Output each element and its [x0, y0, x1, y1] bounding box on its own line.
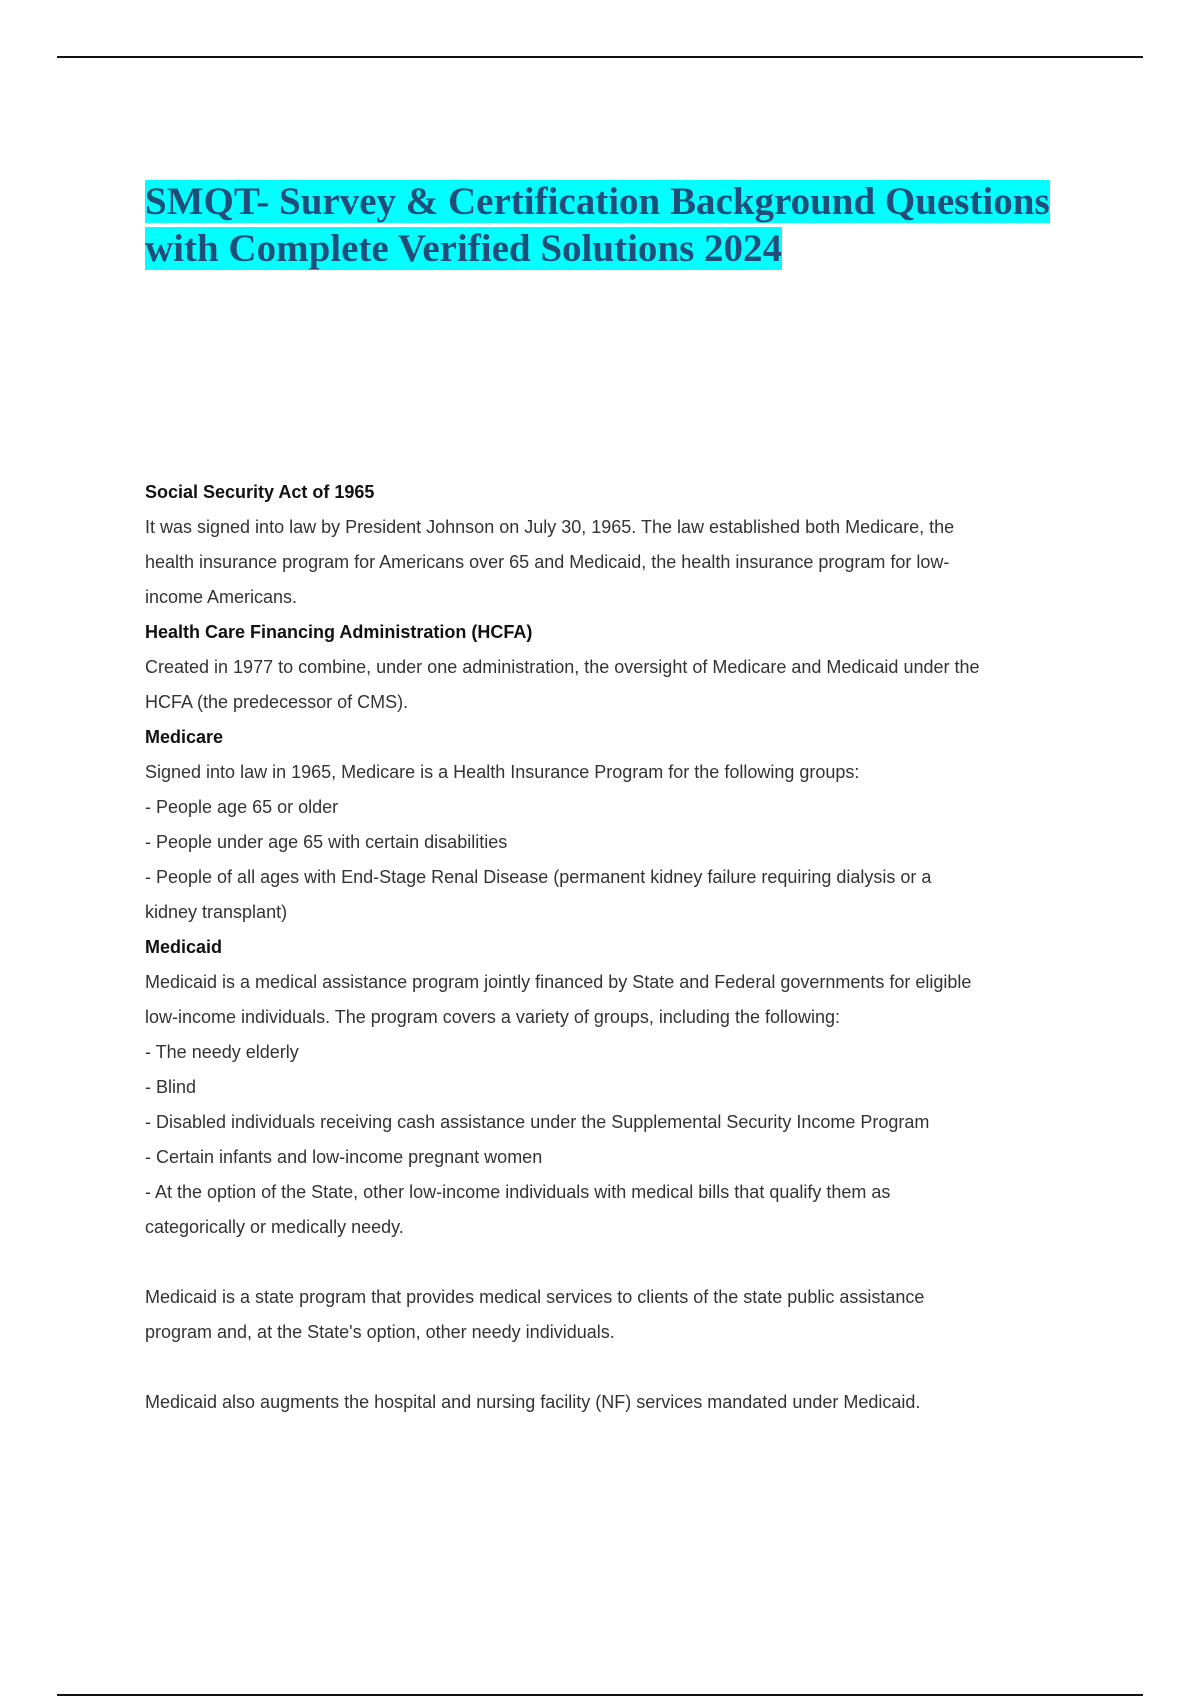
entry-text-line: Signed into law in 1965, Medicare is a Health Insurance Program for the following groups: [145, 762, 860, 782]
entry-text-line: categorically or medically needy. [145, 1217, 404, 1237]
document-body [145, 475, 1085, 1420]
entry-text-line: - At the option of the State, other low-income individuals with medical bills that qualify them as [145, 1182, 891, 1202]
entry-text-line: - Blind [145, 1077, 197, 1097]
entry-text-line: Medicaid is a medical assistance program jointly financed by State and Federal governments for eligible [145, 972, 972, 992]
entry-text-line: income Americans. [145, 587, 298, 607]
entry-text-line: kidney transplant) [145, 902, 288, 922]
document-title [145, 178, 1085, 272]
entry-text-line: It was signed into law by President Johnson on July 30, 1965. The law established both Medicare, the [145, 517, 955, 537]
entry-term: Health Care Financing Administration (HCFA) [145, 622, 533, 642]
entry-text-line: Medicaid also augments the hospital and nursing facility (NF) services mandated under Medicaid. [145, 1392, 921, 1412]
entry-text-line: - Disabled individuals receiving cash assistance under the Supplemental Security Income Program [145, 1112, 930, 1132]
entry-text-line: Created in 1977 to combine, under one administration, the oversight of Medicare and Medicaid under the [145, 657, 980, 677]
entry-text-line: health insurance program for Americans over 65 and Medicaid, the health insurance program for low- [145, 552, 950, 572]
top-rule [57, 56, 1143, 58]
entry-text-line: - People under age 65 with certain disabilities [145, 832, 508, 852]
entry-text-line: HCFA (the predecessor of CMS). [145, 692, 409, 712]
entry-term: Medicare [145, 727, 224, 747]
title-line-2: with Complete Verified Solutions 2024 [145, 227, 783, 270]
bottom-rule [57, 1694, 1143, 1696]
entry-text-line: program and, at the State's option, other needy individuals. [145, 1322, 615, 1342]
entry-term: Medicaid [145, 937, 223, 957]
title-line-1: SMQT- Survey & Certification Background Questions [145, 180, 1050, 223]
entry-term: Social Security Act of 1965 [145, 482, 375, 502]
paragraph-spacer [145, 1245, 1085, 1280]
entry-text-line: - People of all ages with End-Stage Renal Disease (permanent kidney failure requiring dialysis or a [145, 867, 932, 887]
entry-text-line: Medicaid is a state program that provides medical services to clients of the state public assistance [145, 1287, 925, 1307]
entry-text-line: - Certain infants and low-income pregnant women [145, 1147, 543, 1167]
entry-text-line: - The needy elderly [145, 1042, 299, 1062]
entry-text-line: low-income individuals. The program covers a variety of groups, including the following: [145, 1007, 841, 1027]
paragraph-spacer [145, 1350, 1085, 1385]
entry-text-line: - People age 65 or older [145, 797, 339, 817]
